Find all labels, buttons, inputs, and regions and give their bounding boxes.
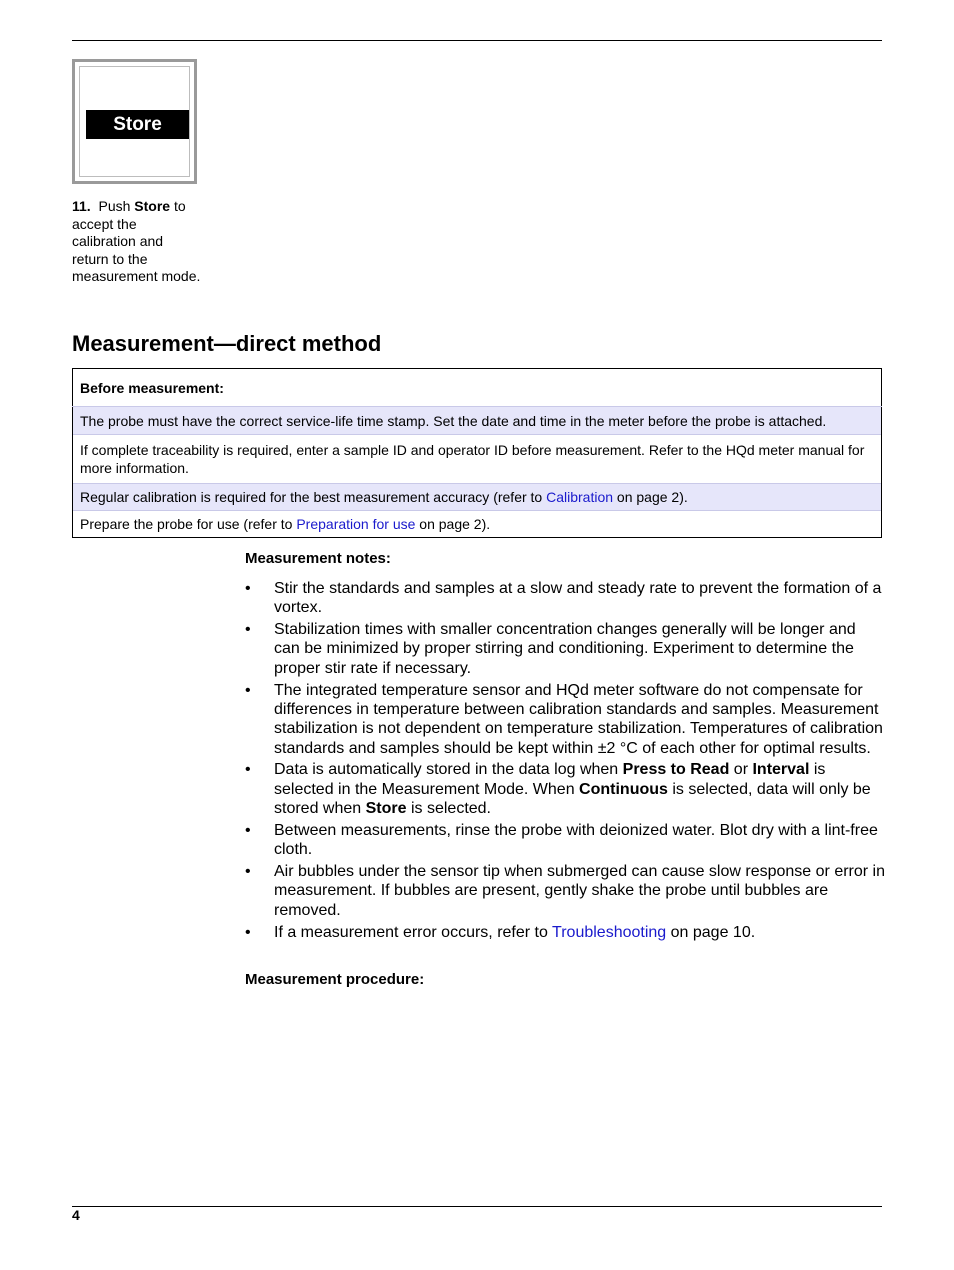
table-row bbox=[73, 435, 882, 484]
note-text-e: is selected in the Measurement Mode. When bbox=[274, 761, 826, 798]
table-header-row bbox=[73, 369, 882, 407]
note-text-post: on page 10. bbox=[666, 923, 756, 941]
before-measurement-table bbox=[72, 368, 882, 538]
step-number: 11. bbox=[72, 198, 91, 214]
bullet: • bbox=[245, 761, 251, 779]
header-rule bbox=[72, 40, 882, 41]
list-item bbox=[245, 620, 885, 678]
step-text-bold: Store bbox=[134, 198, 171, 214]
table-row bbox=[73, 484, 882, 511]
bullet: • bbox=[245, 923, 251, 941]
table-header: Before measurement: bbox=[73, 369, 882, 407]
calibration-link[interactable]: Calibration bbox=[546, 489, 614, 505]
note-text: Between measurements, rinse the probe with deionized water. Blot dry with a lint-free cloth. bbox=[274, 821, 878, 859]
list-item bbox=[245, 821, 885, 860]
bullet: • bbox=[245, 580, 251, 597]
interval-term: Interval bbox=[752, 761, 810, 779]
bullet: • bbox=[245, 621, 251, 639]
note-text-c: or bbox=[729, 761, 753, 779]
bullet: • bbox=[245, 863, 251, 881]
note-text-a: Data is automatically stored in the data log when bbox=[274, 761, 623, 779]
footer-rule bbox=[72, 1206, 882, 1207]
note-text: Stir the standards and samples at a slow and steady rate to prevent the formation of a vortex. bbox=[274, 580, 882, 617]
note-text-i: is selected. bbox=[406, 800, 491, 818]
bullet: • bbox=[245, 821, 251, 839]
preparation-for-use-link[interactable]: Preparation for use bbox=[296, 516, 416, 532]
list-item bbox=[245, 923, 885, 942]
row4-text-pre: Prepare the probe for use (refer to bbox=[80, 516, 297, 532]
step-text-pre: Push bbox=[98, 198, 135, 214]
meter-display-illustration bbox=[72, 59, 197, 184]
note-text: The integrated temperature sensor and HQd meter software do not compensate for differences in temperature between calibration standards and samples. Measurement stabilization is not dependent on temperature stabilization. Temperatures of calibration standards and samples should be kept within ±2 °C of each other for optimal results. bbox=[274, 681, 883, 757]
page-number: 4 bbox=[72, 1207, 80, 1223]
list-item bbox=[245, 579, 885, 618]
row4-text-post: on page 2). bbox=[415, 516, 491, 532]
bullet: • bbox=[245, 681, 251, 699]
list-item bbox=[245, 681, 885, 758]
measurement-notes-list bbox=[245, 579, 885, 945]
troubleshooting-link[interactable]: Troubleshooting bbox=[552, 923, 667, 941]
measurement-notes-title: Measurement notes: bbox=[245, 550, 391, 567]
table-cell bbox=[73, 484, 882, 511]
table-row bbox=[73, 511, 882, 538]
table-cell bbox=[73, 511, 882, 538]
store-term: Store bbox=[365, 800, 407, 818]
step-text-post: to accept the calibration and return to the measurement mode. bbox=[72, 198, 201, 285]
table-row bbox=[73, 407, 882, 435]
continuous-term: Continuous bbox=[579, 780, 668, 798]
list-item bbox=[245, 862, 885, 920]
step-11 bbox=[72, 198, 202, 286]
press-to-read-term: Press to Read bbox=[622, 761, 730, 779]
store-key-graphic: Store bbox=[86, 110, 189, 139]
table-cell: If complete traceability is required, enter a sample ID and operator ID before measurement. Refer to the HQd meter manual for more information. bbox=[73, 435, 882, 484]
note-text-pre: If a measurement error occurs, refer to bbox=[274, 923, 553, 941]
note-text: Air bubbles under the sensor tip when submerged can cause slow response or error in measurement. If bubbles are present, gently shake the probe until bubbles are removed. bbox=[274, 863, 885, 919]
table-cell: The probe must have the correct service-life time stamp. Set the date and time in the meter before the probe is attached. bbox=[73, 407, 882, 435]
section-title: Measurement—direct method bbox=[72, 331, 382, 356]
row3-text-pre: Regular calibration is required for the best measurement accuracy (refer to bbox=[80, 489, 547, 505]
measurement-procedure-title: Measurement procedure: bbox=[245, 971, 425, 988]
note-text: Stabilization times with smaller concentration changes generally will be longer and can be minimized by proper stirring and conditioning. Experiment to determine the proper stir rate if necessary. bbox=[274, 621, 856, 677]
row3-text-post: on page 2). bbox=[613, 489, 688, 505]
note-text-g: is selected, data will only be stored when bbox=[274, 780, 871, 818]
list-item bbox=[245, 760, 885, 818]
